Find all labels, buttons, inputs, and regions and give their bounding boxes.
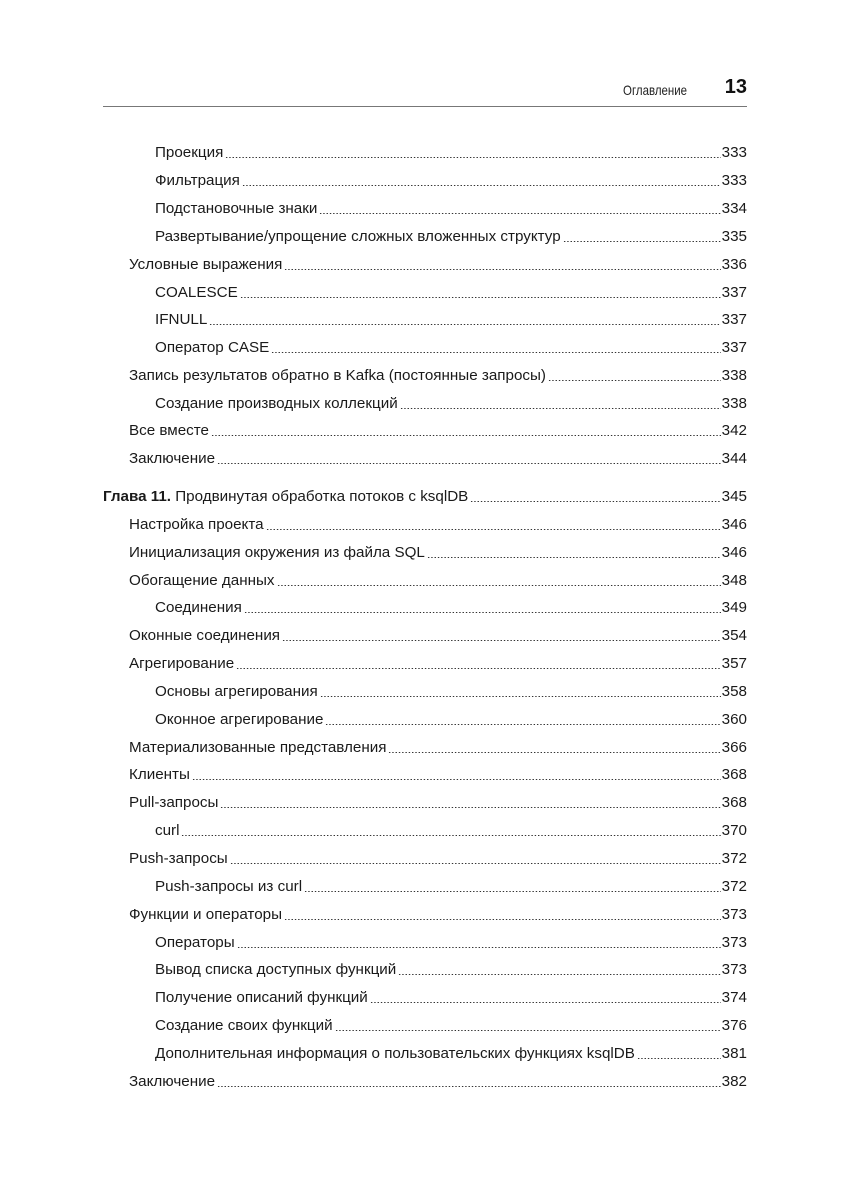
toc-entry-text: Инициализация окружения из файла SQL [129, 544, 425, 561]
toc-entry-text: Получение описаний функций [155, 989, 368, 1006]
toc-entry-title [129, 421, 209, 441]
toc-entry-text: Push-запросы из curl [155, 878, 303, 895]
dot-leader [220, 807, 720, 808]
toc-entry-text: Заключение [129, 450, 216, 467]
toc-entry-title [155, 1044, 635, 1064]
toc-entry-text: IFNULL [155, 311, 208, 328]
toc-entry-page: 345 [721, 488, 747, 505]
dot-leader [284, 269, 720, 270]
dot-leader [400, 408, 721, 409]
toc-entry-title [129, 449, 215, 469]
toc-entry [129, 765, 747, 785]
toc-entry-page: 335 [721, 228, 747, 245]
toc-entry-text: Создание производных коллекций [155, 395, 398, 412]
toc-entry-text: Оператор CASE [155, 339, 270, 356]
toc-entry-page: 381 [721, 1045, 747, 1062]
toc-entry-title [129, 654, 234, 674]
toc-entry-page: 333 [721, 172, 747, 189]
toc-entry-page: 358 [721, 683, 747, 700]
toc-entry-title [129, 543, 425, 563]
toc-entry-page: 368 [721, 794, 747, 811]
toc-entry [155, 1016, 747, 1036]
toc-entry-page: 360 [721, 711, 747, 728]
toc-entry [155, 1044, 747, 1064]
toc-entry-title [155, 338, 269, 358]
toc-entry-page: 382 [721, 1073, 747, 1090]
dot-leader [217, 1086, 721, 1087]
toc-entry [155, 933, 747, 953]
dot-leader [277, 585, 721, 586]
toc-entry [129, 543, 747, 563]
toc-entry-text: Фильтрация [155, 172, 240, 189]
toc-entry [129, 421, 747, 441]
toc-entry-page: 344 [721, 450, 747, 467]
toc-entry [129, 571, 747, 591]
toc-entry-title [155, 394, 398, 414]
dot-leader [266, 529, 721, 530]
toc-entry-text: Вывод списка доступных функций [155, 961, 397, 978]
toc-entry [155, 283, 747, 303]
dot-leader [563, 241, 721, 242]
dot-leader [244, 612, 721, 613]
toc-entry [155, 598, 747, 618]
dot-leader [282, 640, 721, 641]
dot-leader [236, 668, 721, 669]
toc-entry-text: Соединения [155, 599, 242, 616]
dot-leader [284, 919, 721, 920]
toc-entry [155, 227, 747, 247]
toc-entry-title [155, 933, 235, 953]
toc-entry-page: 357 [721, 655, 747, 672]
toc-entry-title [155, 227, 561, 247]
chapter-label: Глава 11. [103, 488, 172, 505]
toc-entry [155, 310, 747, 330]
dot-leader [637, 1058, 721, 1059]
toc-entry-text: Функции и операторы [129, 906, 283, 923]
toc-entry-page: 333 [721, 144, 747, 161]
dot-leader [240, 297, 721, 298]
dot-leader [209, 324, 720, 325]
dot-leader [320, 696, 721, 697]
toc-entry-title [155, 821, 179, 841]
toc-entry-page: 337 [721, 284, 747, 301]
toc-entry-text: Операторы [155, 934, 235, 951]
toc-entry-title [155, 682, 318, 702]
toc-entry-text: Дополнительная информация о пользовательских функциях ksqlDB [155, 1045, 635, 1062]
toc-entry [129, 255, 747, 275]
running-header-title: Оглавление [622, 82, 687, 98]
dot-leader [319, 213, 720, 214]
toc-entry-text: Заключение [129, 1073, 216, 1090]
toc-entry-text: Создание своих функций [155, 1017, 333, 1034]
toc-entry-title [155, 877, 302, 897]
toc-entry-page: 342 [721, 422, 747, 439]
dot-leader [370, 1002, 721, 1003]
toc-entry-page: 346 [721, 516, 747, 533]
dot-leader [427, 557, 721, 558]
dot-leader [181, 835, 720, 836]
toc-entry-title [155, 199, 317, 219]
dot-leader [388, 752, 720, 753]
toc-entry [129, 366, 747, 386]
dot-leader [242, 185, 721, 186]
toc-entry [155, 710, 747, 730]
toc-entry [129, 1072, 747, 1092]
toc-entry-page: 373 [721, 906, 747, 923]
toc-entry [129, 626, 747, 646]
toc-entry-text: Основы агрегирования [155, 683, 318, 700]
toc-entry-text: Pull-запросы [129, 794, 219, 811]
toc-entry-title [155, 143, 223, 163]
toc-entry-page: 337 [721, 339, 747, 356]
toc-entry-page: 373 [721, 961, 747, 978]
toc-entry-text: Развертывание/упрощение сложных вложенных структур [155, 228, 561, 245]
dot-leader [230, 863, 721, 864]
toc-entry-title [155, 598, 242, 618]
toc-chapter-entry [103, 487, 747, 507]
dot-leader [192, 779, 721, 780]
toc-entry-page: 337 [721, 311, 747, 328]
toc-entry-text: Обогащение данных [129, 572, 275, 589]
dot-leader [325, 724, 720, 725]
toc-entry-text: Продвинутая обработка потоков с ksqlDB [175, 488, 469, 505]
dot-leader [271, 352, 720, 353]
toc-entry-text: Push-запросы [129, 850, 228, 867]
toc-entry [129, 905, 747, 925]
toc-entry-text: Материализованные представления [129, 739, 387, 756]
toc-entry-title [155, 1016, 333, 1036]
dot-leader [304, 891, 721, 892]
toc-entry-page: 334 [721, 200, 747, 217]
toc-entry [129, 449, 747, 469]
toc-entry-text: Оконное агрегирование [155, 711, 324, 728]
toc-entry-title [129, 626, 280, 646]
toc-entry [129, 738, 747, 758]
toc-entry-page: 348 [721, 572, 747, 589]
toc-entry-title [129, 515, 264, 535]
toc-entry [155, 821, 747, 841]
toc-entry [155, 877, 747, 897]
toc-entry-page: 372 [721, 878, 747, 895]
dot-leader [237, 947, 721, 948]
toc-entry-title [129, 905, 282, 925]
toc-entry-text: curl [155, 822, 180, 839]
toc-entry-title [155, 988, 368, 1008]
toc-entry-text: Проекция [155, 144, 224, 161]
dot-leader [217, 463, 721, 464]
toc-entry-page: 336 [721, 256, 747, 273]
toc-entry-text: Подстановочные знаки [155, 200, 318, 217]
toc-entry-title [129, 366, 546, 386]
toc-entry-page: 374 [721, 989, 747, 1006]
page-number: 13 [724, 76, 747, 98]
toc-entry-title [129, 1072, 215, 1092]
toc-entry-page: 376 [721, 1017, 747, 1034]
toc-entry [155, 394, 747, 414]
toc-entry-text: Запись результатов обратно в Kafka (постоянные запросы) [129, 367, 546, 384]
toc-entry-title [129, 738, 386, 758]
toc-entry-title [155, 960, 396, 980]
toc-entry-text: Агрегирование [129, 655, 235, 672]
toc-entry-text: Условные выражения [129, 256, 283, 273]
toc-entry [129, 515, 747, 535]
dot-leader [211, 435, 721, 436]
toc-entry-page: 346 [721, 544, 747, 561]
toc-entry-title [129, 849, 228, 869]
toc-entry-title [155, 171, 240, 191]
toc-entry-title [129, 255, 282, 275]
dot-leader [548, 380, 721, 381]
toc-entry-title [129, 793, 218, 813]
toc-entry-title [129, 571, 275, 591]
toc-entry-title [103, 487, 468, 507]
dot-leader [470, 501, 720, 502]
toc-entry-page: 354 [721, 627, 747, 644]
toc-entry-title [129, 765, 190, 785]
toc-entry-text: Оконные соединения [129, 627, 281, 644]
toc-entry [155, 143, 747, 163]
toc-entry [129, 793, 747, 813]
toc-entry-page: 370 [721, 822, 747, 839]
toc-entry-page: 368 [721, 766, 747, 783]
dot-leader [225, 157, 720, 158]
toc-entry [155, 338, 747, 358]
toc-entry-page: 338 [721, 367, 747, 384]
toc-entry-text: Все вместе [129, 422, 210, 439]
toc-entry-text: Настройка проекта [129, 516, 264, 533]
toc-entry-title [155, 283, 238, 303]
dot-leader [335, 1030, 721, 1031]
toc-entry [155, 988, 747, 1008]
toc-entry [155, 682, 747, 702]
toc-entry-page: 349 [721, 599, 747, 616]
toc-entry [155, 960, 747, 980]
toc-entry-text: COALESCE [155, 284, 238, 301]
toc-entry [129, 849, 747, 869]
toc-entry [155, 199, 747, 219]
toc-entry-page: 372 [721, 850, 747, 867]
toc-entry-page: 338 [721, 395, 747, 412]
toc-entry [129, 654, 747, 674]
toc-entry-text: Клиенты [129, 766, 190, 783]
toc-entry-page: 373 [721, 934, 747, 951]
dot-leader [398, 974, 720, 975]
toc-entry-title [155, 710, 323, 730]
toc-entry-page: 366 [721, 739, 747, 756]
toc-entry-title [155, 310, 207, 330]
toc-entry [155, 171, 747, 191]
